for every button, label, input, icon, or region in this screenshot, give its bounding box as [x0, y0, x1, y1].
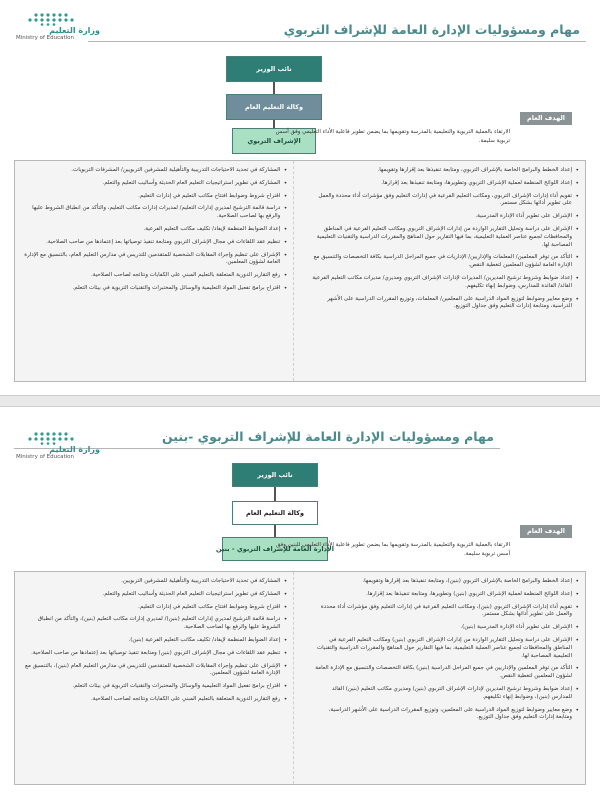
list-item: • الإشراف على دراسة وتحليل التقارير الواردة من إدارات الإشراف التربوي ومكاتب التعليم الفرعية في المناطق والمحافظات لجميع عناصر العملية التعليمية، بما فيها التقارير حول المناهج والمقررات الدراسية والتقنيات التعليمية المصاحبة لها.	[312, 226, 579, 249]
list-item: • وضع معايير وضوابط لتوزيع المواد الدراسية على المعلمين، وتوزيع المقررات الدراسية على الأشهر الدراسية، ومتابعة إدارات التعليم وفق جداول التوزيع.	[312, 707, 579, 723]
list-item: • الإشراف على تنظيم وإجراء المقابلات الشخصية للمتقدمين للتدريس في مدارس التعليم العام (بنين)، بالتنسيق مع الإدارة العامة لشؤون المعلمين.	[21, 663, 287, 679]
list-item: • تقويم أداء إدارات الإشراف التربوي، ومكاتب التعليم الفرعية في إدارات التعليم وفق مؤشرات أداء محددة والعمل على تطوير أدائها بشكل مستمر.	[312, 193, 579, 209]
title-bar	[88, 22, 586, 42]
list-item: • المشاركة في تطوير استراتيجيات التعليم العام الحديثة وأساليب التعليم والتعلم.	[21, 180, 287, 188]
ministry-name-ar: وزارة التعليم	[49, 445, 100, 454]
list-item: • إعداد ضوابط وشروط ترشيح المديرين/ المديرات لإدارات الإشراف التربوي ومديري/ مديرات مكاتب التعليم الفرعية القائد/ القائدة للمدارس، وضوابط إنهاء تكليفهم.	[312, 275, 579, 291]
list-item: • التأكد من توفر المعلمين/ المعلمات والإداريين/ الإداريات في جميع المراحل الدراسية بكافة التخصصات والتنسيق مع الإدارة العامة لشؤون المعلمين لتغطية النقص.	[312, 254, 579, 270]
list-item: • إعداد اللوائح المنظمة لعملية الإشراف التربوي (بنين) وتطويرها، ومتابعة تنفيذها بعد إقرارها.	[312, 591, 579, 599]
org-connector	[273, 82, 275, 94]
goal-label: الهدف العام	[520, 112, 572, 125]
responsibilities-right-column	[306, 161, 585, 381]
goal-label: الهدف العام	[520, 525, 572, 538]
responsibilities-panel	[14, 160, 586, 382]
org-box-minister: نائب الوزير	[232, 463, 318, 487]
list-item: • دراسة قائمة الترشيح لمديري إدارات التعليم/ لمديرات إدارات مكاتب التعليم، والتأكد من انطباق الشروط عليها والرفع بها لصاحب الصلاحية.	[21, 205, 287, 221]
list-item: • تقويم أداء إدارات الإشراف التربوي (بنين)، ومكاتب التعليم الفرعية في إدارات التعليم وفق مؤشرات أداء محددة والعمل على تطوير أدائها بشكل مستمر.	[312, 604, 579, 620]
responsibilities-left-column	[15, 161, 294, 381]
list-item: • إعداد الضوابط المنظمة لإيفاد/ تكليف مكاتب التعليم الفرعية (بنين).	[21, 637, 287, 645]
ministry-name-ar: وزارة التعليم	[49, 26, 100, 35]
slide-1	[0, 0, 600, 395]
org-box-department: الإشراف التربوي	[232, 128, 316, 154]
responsibilities-left-column	[15, 572, 294, 784]
list-item: • الإشراف على تنظيم وإجراء المقابلات الشخصية للمتقدمين للتدريس في مدارس التعليم العام، بالتنسيق مع الإدارة العامة لشؤون المعلمين.	[21, 252, 287, 268]
responsibilities-panel	[14, 571, 586, 785]
list-item: • دراسة قائمة الترشيح لمديري إدارات التعليم (بنين)/ لمديري إدارات مكاتب التعليم (بنين)، والتأكد من انطباق الشروط عليها والرفع بها لصاحب الصلاحية.	[21, 616, 287, 632]
list-item: • اقتراح شروط وضوابط افتتاح مكاتب التعليم في إدارات التعليم.	[21, 193, 287, 201]
list-item: • رفع التقارير الدورية المتعلقة بالتعليم المبني على الكفايات ونتائجه لصاحب الصلاحية.	[21, 696, 287, 704]
logo-dots-icon	[16, 12, 86, 26]
goal-text: الارتقاء بالعملية التربوية والتعليمية بالمدرسة وتقويمها بما يضمن تطوير فاعلية الأداء التعليمي للبنين وفق أسس تربوية سليمة.	[276, 542, 510, 557]
list-item: • اقتراح شروط وضوابط افتتاح مكاتب التعليم في إدارات التعليم.	[21, 604, 287, 612]
logo-dots-icon	[16, 431, 86, 445]
list-item: • رفع التقارير الدورية المتعلقة بالتعليم المبني على الكفايات ونتائجه لصاحب الصلاحية.	[21, 272, 287, 280]
list-item: • إعداد الضوابط المنظمة لإيفاد/ تكليف مكاتب التعليم الفرعية.	[21, 226, 287, 234]
list-item: • اقتراح برامج تفعيل المواد التعليمية والوسائل والمختبرات والتقنيات التربوية في بيئات التعلم.	[21, 285, 287, 293]
ministry-name-en: Ministry of Education	[16, 454, 75, 460]
org-connector	[273, 120, 275, 128]
list-item: • الإشراف على دراسة وتحليل التقارير الواردة من إدارات الإشراف التربوي (بنين) ومكاتب التعليم الفرعية في المناطق والمحافظات لجميع عناصر العملية التعليمية، بما فيها التقارير حول المناهج والمقررات الدراسية والتقنيات التعليمية المصاحبة لها.	[312, 637, 579, 660]
org-connector	[274, 525, 276, 537]
org-box-minister: نائب الوزير	[226, 56, 322, 82]
list-item: • المشاركة في تحديد الاحتياجات التدريبية والتأهيلية للمشرفين التربويين.	[21, 578, 287, 586]
list-item: • وضع معايير وضوابط لتوزيع المواد الدراسية على المعلمين/ المعلمات، وتوزيع المقررات الدراسية على الأشهر الدراسية، ومتابعة إدارات التعليم وفق جداول التوزيع.	[312, 296, 579, 312]
list-item: • إعداد اللوائح المنظمة لعملية الإشراف التربوي وتطويرها، ومتابعة تنفيذها بعد إقرارها.	[312, 180, 579, 188]
list-item: • إعداد ضوابط وشروط ترشيح المديرين لإدارات الإشراف التربوي (بنين) ومديري مكاتب التعليم (بنين) القائد للمدارس (بنين)، وضوابط إنهاء تكليفهم.	[312, 686, 579, 702]
goal-text: الارتقاء بالعملية التربوية والتعليمية بالمدرسة وتقويمها بما يضمن تطوير فاعلية الأداء التعليمي وفق أسس تربوية سليمة.	[275, 129, 510, 144]
page-title: مهام ومسؤوليات الإدارة العامة للإشراف التربوي	[283, 22, 580, 37]
list-item: • إعداد الخطط والبرامج الخاصة بالإشراف التربوي، ومتابعة تنفيذها بعد إقرارها وتقويمها.	[312, 167, 579, 175]
org-box-deputy: وكالة التعليم العام	[226, 94, 322, 120]
slide-2	[0, 407, 600, 793]
org-box-deputy: وكالة التعليم العام	[232, 501, 318, 525]
list-item: • تنظيم عقد اللقاءات في مجال الإشراف التربوي ومتابعة تنفيذ توصياتها بعد إعتمادها من صاحب الصلاحية.	[21, 239, 287, 247]
page-title: مهام ومسؤوليات الإدارة العامة للإشراف التربوي -بنين	[162, 429, 494, 444]
list-item: • المشاركة في تطوير استراتيجيات التعليم العام الحديثة وأساليب التعليم والتعلم.	[21, 591, 287, 599]
list-item: • تنظيم عقد اللقاءات في مجال الإشراف التربوي (بنين) ومتابعة تنفيذ توصياتها بعد إعتمادها من صاحب الصلاحية.	[21, 650, 287, 658]
slide-separator	[0, 395, 600, 407]
responsibilities-right-column	[306, 572, 585, 784]
list-item: • اقتراح برامج تفعيل المواد التعليمية والوسائل والمختبرات والتقنيات التربوية في بيئات التعلم.	[21, 683, 287, 691]
org-box-department: الإدارة العامة للإشراف التربوي - بنين	[222, 537, 328, 561]
org-connector	[274, 487, 276, 501]
ministry-logo	[16, 431, 100, 460]
list-item: • الإشراف على تطوير أداء الإدارة المدرسية.	[312, 213, 579, 221]
list-item: • الإشراف على تطوير أداء الإدارة المدرسية (بنين).	[312, 624, 579, 632]
list-item: • التأكد من توفر المعلمين والإداريين في جميع المراحل الدراسية (بنين) بكافة التخصصات والتنسيق مع الإدارة العامة لشؤون المعلمين لتغطية النقص.	[312, 665, 579, 681]
list-item: • إعداد الخطط والبرامج الخاصة بالإشراف التربوي (بنين)، ومتابعة تنفيذها بعد إقرارها وتقويمها.	[312, 578, 579, 586]
list-item: • المشاركة في تحديد الاحتياجات التدريبية والتأهيلية للمشرفين التربويين/ المشرفات التربويات.	[21, 167, 287, 175]
ministry-name-en: Ministry of Education	[16, 35, 75, 41]
